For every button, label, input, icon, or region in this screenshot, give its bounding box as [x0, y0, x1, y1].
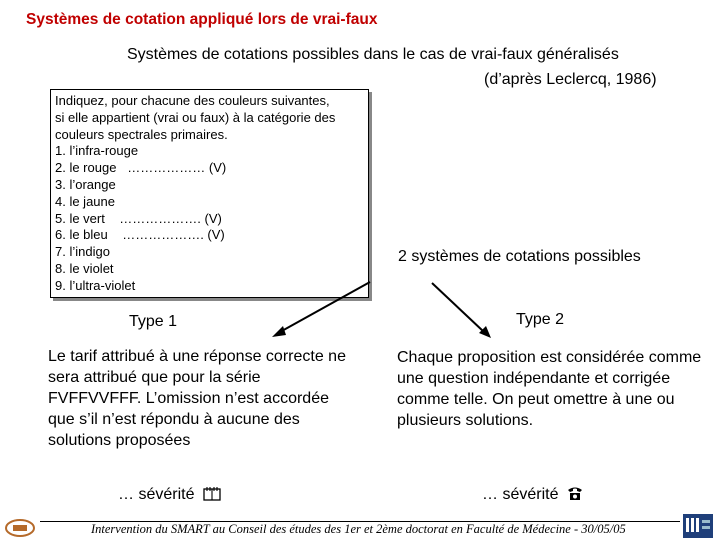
question-line: 5. le vert ………………. (V): [55, 210, 222, 226]
type1-severity-text: … sévérité: [118, 486, 195, 503]
type2-severity: [482, 486, 583, 506]
university-logo-icon: [683, 514, 713, 538]
question-line: 9. l’ultra-violet: [55, 277, 136, 293]
question-line: 2. le rouge ……………… (V): [55, 160, 227, 176]
type1-description: Le tarif attribué à une réponse correcte ne sera attribué que pour la série FVFFVVFFF. L’omission n’est accordée que s’il n’est répondu à aucune des solutions proposées: [48, 348, 346, 449]
subtitle-line-1: Systèmes de cotations possibles dans le cas de vrai-faux généralisés: [127, 46, 619, 63]
type2-severity-text: … sévérité: [482, 486, 559, 503]
question-line: 7. l’indigo: [55, 244, 110, 260]
footer-text: Intervention du SMART au Conseil des études des 1er et 2ème doctorat en Faculté de Médecine - 30/05/05: [91, 522, 626, 536]
arrowhead-type1: [272, 326, 286, 337]
question-line: couleurs spectrales primaires.: [55, 126, 228, 142]
two-systems-label: 2 systèmes de cotations possibles: [398, 248, 641, 265]
subtitle-line-2: (d’après Leclercq, 1986): [484, 71, 657, 88]
question-line: si elle appartient (vrai ou faux) à la catégorie des: [55, 109, 336, 125]
smart-logo-icon: [4, 518, 36, 538]
question-line: 8. le violet: [55, 260, 114, 276]
type1-label: Type 1: [129, 313, 178, 330]
page-title: Systèmes de cotation appliqué lors de vrai-faux: [26, 11, 378, 28]
arrow-to-type2: [432, 283, 484, 332]
telephone-icon: [567, 486, 583, 506]
question-line: 1. l’infra-rouge: [55, 143, 139, 159]
notebook-icon: [203, 486, 221, 506]
type1-severity: [118, 486, 221, 506]
question-line: 6. le bleu ………………. (V): [55, 227, 225, 243]
arrow-to-type1: [280, 282, 370, 332]
type2-description: Chaque proposition est considérée comme une question indépendante et corrigée comme telle. On peut omettre à une ou plusieurs solutions.: [397, 349, 702, 429]
type2-label: Type 2: [516, 311, 565, 328]
question-line: 3. l’orange: [55, 176, 116, 192]
question-line: Indiquez, pour chacune des couleurs suivantes,: [55, 93, 330, 108]
question-line: 4. le jaune: [55, 193, 115, 209]
